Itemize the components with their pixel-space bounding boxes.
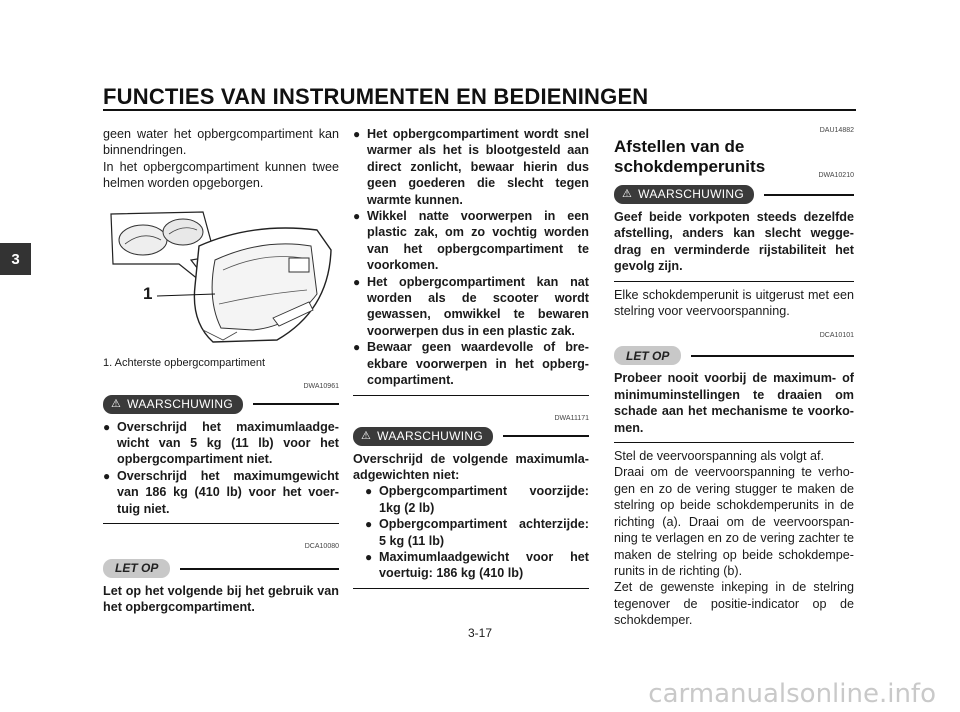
heading-rule	[253, 403, 339, 405]
header-rule	[103, 109, 856, 111]
list-item: ● Bewaar geen waardevolle of bre-ekbare voorwerpen in het opberg-compartiment.	[353, 340, 589, 388]
notice-code: DCA10080	[304, 543, 339, 551]
warning-triangle-icon: ⚠	[361, 429, 372, 442]
heading-rule	[503, 435, 589, 437]
list-item: ● Wikkel natte voorwerpen in een plastic zak, om zo vochtig worden van het opbergcompartiment te voorkomen.	[353, 209, 589, 273]
notice-text: Probeer nooit voorbij de maximum- of minimuminstellingen te draaien om schade aan het mechanisme te voorko-men.	[614, 371, 854, 435]
bullet-icon: ●	[365, 549, 373, 564]
bullet-icon: ●	[103, 468, 111, 483]
warning-badge	[614, 185, 754, 204]
warning-intro: Overschrijd de volgende maximumla-adgewichten niet:	[353, 451, 589, 482]
column-2	[353, 126, 589, 589]
paragraph: Stel de veervoorspanning als volgt af.	[614, 449, 825, 464]
notice-end-rule	[614, 442, 854, 443]
bullet-icon: ●	[353, 209, 361, 224]
bullet-icon: ●	[365, 484, 373, 499]
notice-badge: LET OP	[103, 559, 170, 578]
warning-text: Geef beide vorkpoten steeds dezelfde afstelling, anders kan slecht wegge-drag en verminderde rijstabiliteit het gevolg zijn.	[614, 210, 854, 274]
warning-heading	[353, 427, 589, 446]
notice-heading	[103, 559, 339, 578]
warning-heading	[103, 395, 339, 414]
figure-callout-1: 1	[143, 283, 153, 303]
warning-bullet-list	[103, 419, 339, 517]
list-item: ● Maximumlaadgewicht voor het voertuig: 186 kg (410 lb)	[365, 549, 589, 581]
paragraph: Elke schokdemperunit is uitgerust met een stelring voor veervoorspanning.	[614, 287, 854, 319]
scooter-seat-compartment-illustration	[103, 200, 335, 348]
warning-badge	[103, 395, 243, 414]
bullet-icon: ●	[365, 517, 373, 532]
heading-rule	[764, 194, 854, 196]
warning-code: DWA11171	[554, 414, 589, 422]
bullet-icon: ●	[353, 127, 361, 141]
section-code: DAU14882	[819, 127, 854, 134]
list-item: ● Het opbergcompartiment kan nat worden als de scooter wordt gewassen, omwikkel te bewaren voorwerpen dus in een plastic zak.	[353, 274, 589, 338]
warning-code: DWA10210	[818, 172, 854, 179]
list-item: ● Het opbergcompartiment wordt snel warmer als het is blootgesteld aan direct zonlicht, bewaar hierin dus geen goederen die slecht tegen warmte kunnen.	[353, 127, 589, 207]
warning-end-rule	[614, 281, 854, 282]
paragraph: Draai om de veervoorspanning te verho-gen en zo de vering stugger te maken de stelring op beide schokdemperunits in de richting (a). Draai om de veervoorspan-ning te verlagen en zo de vering zachter te maken de stelring op beide schokdempe-runits in de richting (b).	[614, 465, 854, 578]
warning-triangle-icon: ⚠	[622, 188, 633, 201]
notice-code: DCA10101	[819, 332, 854, 340]
list-item: ● Overschrijd het maximumgewicht van 186 kg (410 lb) voor het voer-tuig niet.	[103, 468, 339, 516]
paragraph: In het opbergcompartiment kunnen twee helmen worden opgeborgen.	[103, 159, 339, 191]
warning-end-rule	[353, 588, 589, 589]
warning-label: WAARSCHUWING	[377, 428, 483, 443]
list-item: ● Opbergcompartiment achterzijde: 5 kg (11 lb)	[365, 517, 589, 548]
bullet-icon: ●	[353, 340, 361, 355]
notice-end-rule	[353, 395, 589, 396]
notice-badge: LET OP	[614, 346, 681, 365]
chapter-tab: 3	[0, 243, 31, 275]
column-3	[614, 126, 854, 629]
warning-end-rule	[103, 523, 339, 524]
section-heading: Afstellen van de schokdemperunits	[614, 137, 766, 176]
warning-label: WAARSCHUWING	[127, 396, 233, 411]
storage-compartment-figure	[103, 200, 335, 348]
watermark: carmanualsonline.info	[648, 679, 936, 709]
bullet-list	[353, 126, 589, 389]
list-item: ● Opbergcompartiment voorzijde: 1kg (2 lb)	[365, 484, 589, 515]
heading-rule	[180, 568, 339, 570]
paragraph: Zet de gewenste inkeping in de stelring tegenover de positie-indicator op de schokdemper.	[614, 580, 854, 628]
notice-heading	[614, 346, 854, 365]
heading-rule	[691, 355, 854, 357]
notice-text: Let op het volgende bij het gebruik van het opbergcompartiment.	[103, 584, 339, 615]
warning-label: WAARSCHUWING	[638, 187, 744, 202]
page-number: 3-17	[467, 626, 493, 640]
warning-heading	[614, 185, 854, 204]
bullet-icon: ●	[103, 419, 111, 434]
bullet-icon: ●	[353, 274, 361, 289]
warning-code: DWA10961	[303, 382, 339, 390]
figure-caption: 1. Achterste opbergcompartiment	[103, 356, 266, 369]
paragraph: geen water het opbergcompartiment kan binnendringen.	[103, 127, 339, 158]
warning-triangle-icon: ⚠	[111, 397, 122, 410]
list-item: ● Overschrijd het maximumlaadge-wicht van 5 kg (11 lb) voor het opbergcompartiment niet.	[103, 419, 339, 467]
page-header-title: FUNCTIES VAN INSTRUMENTEN EN BEDIENINGEN	[103, 84, 649, 109]
warning-bullet-list	[353, 483, 589, 581]
warning-badge	[353, 427, 493, 446]
column-1	[103, 126, 339, 616]
